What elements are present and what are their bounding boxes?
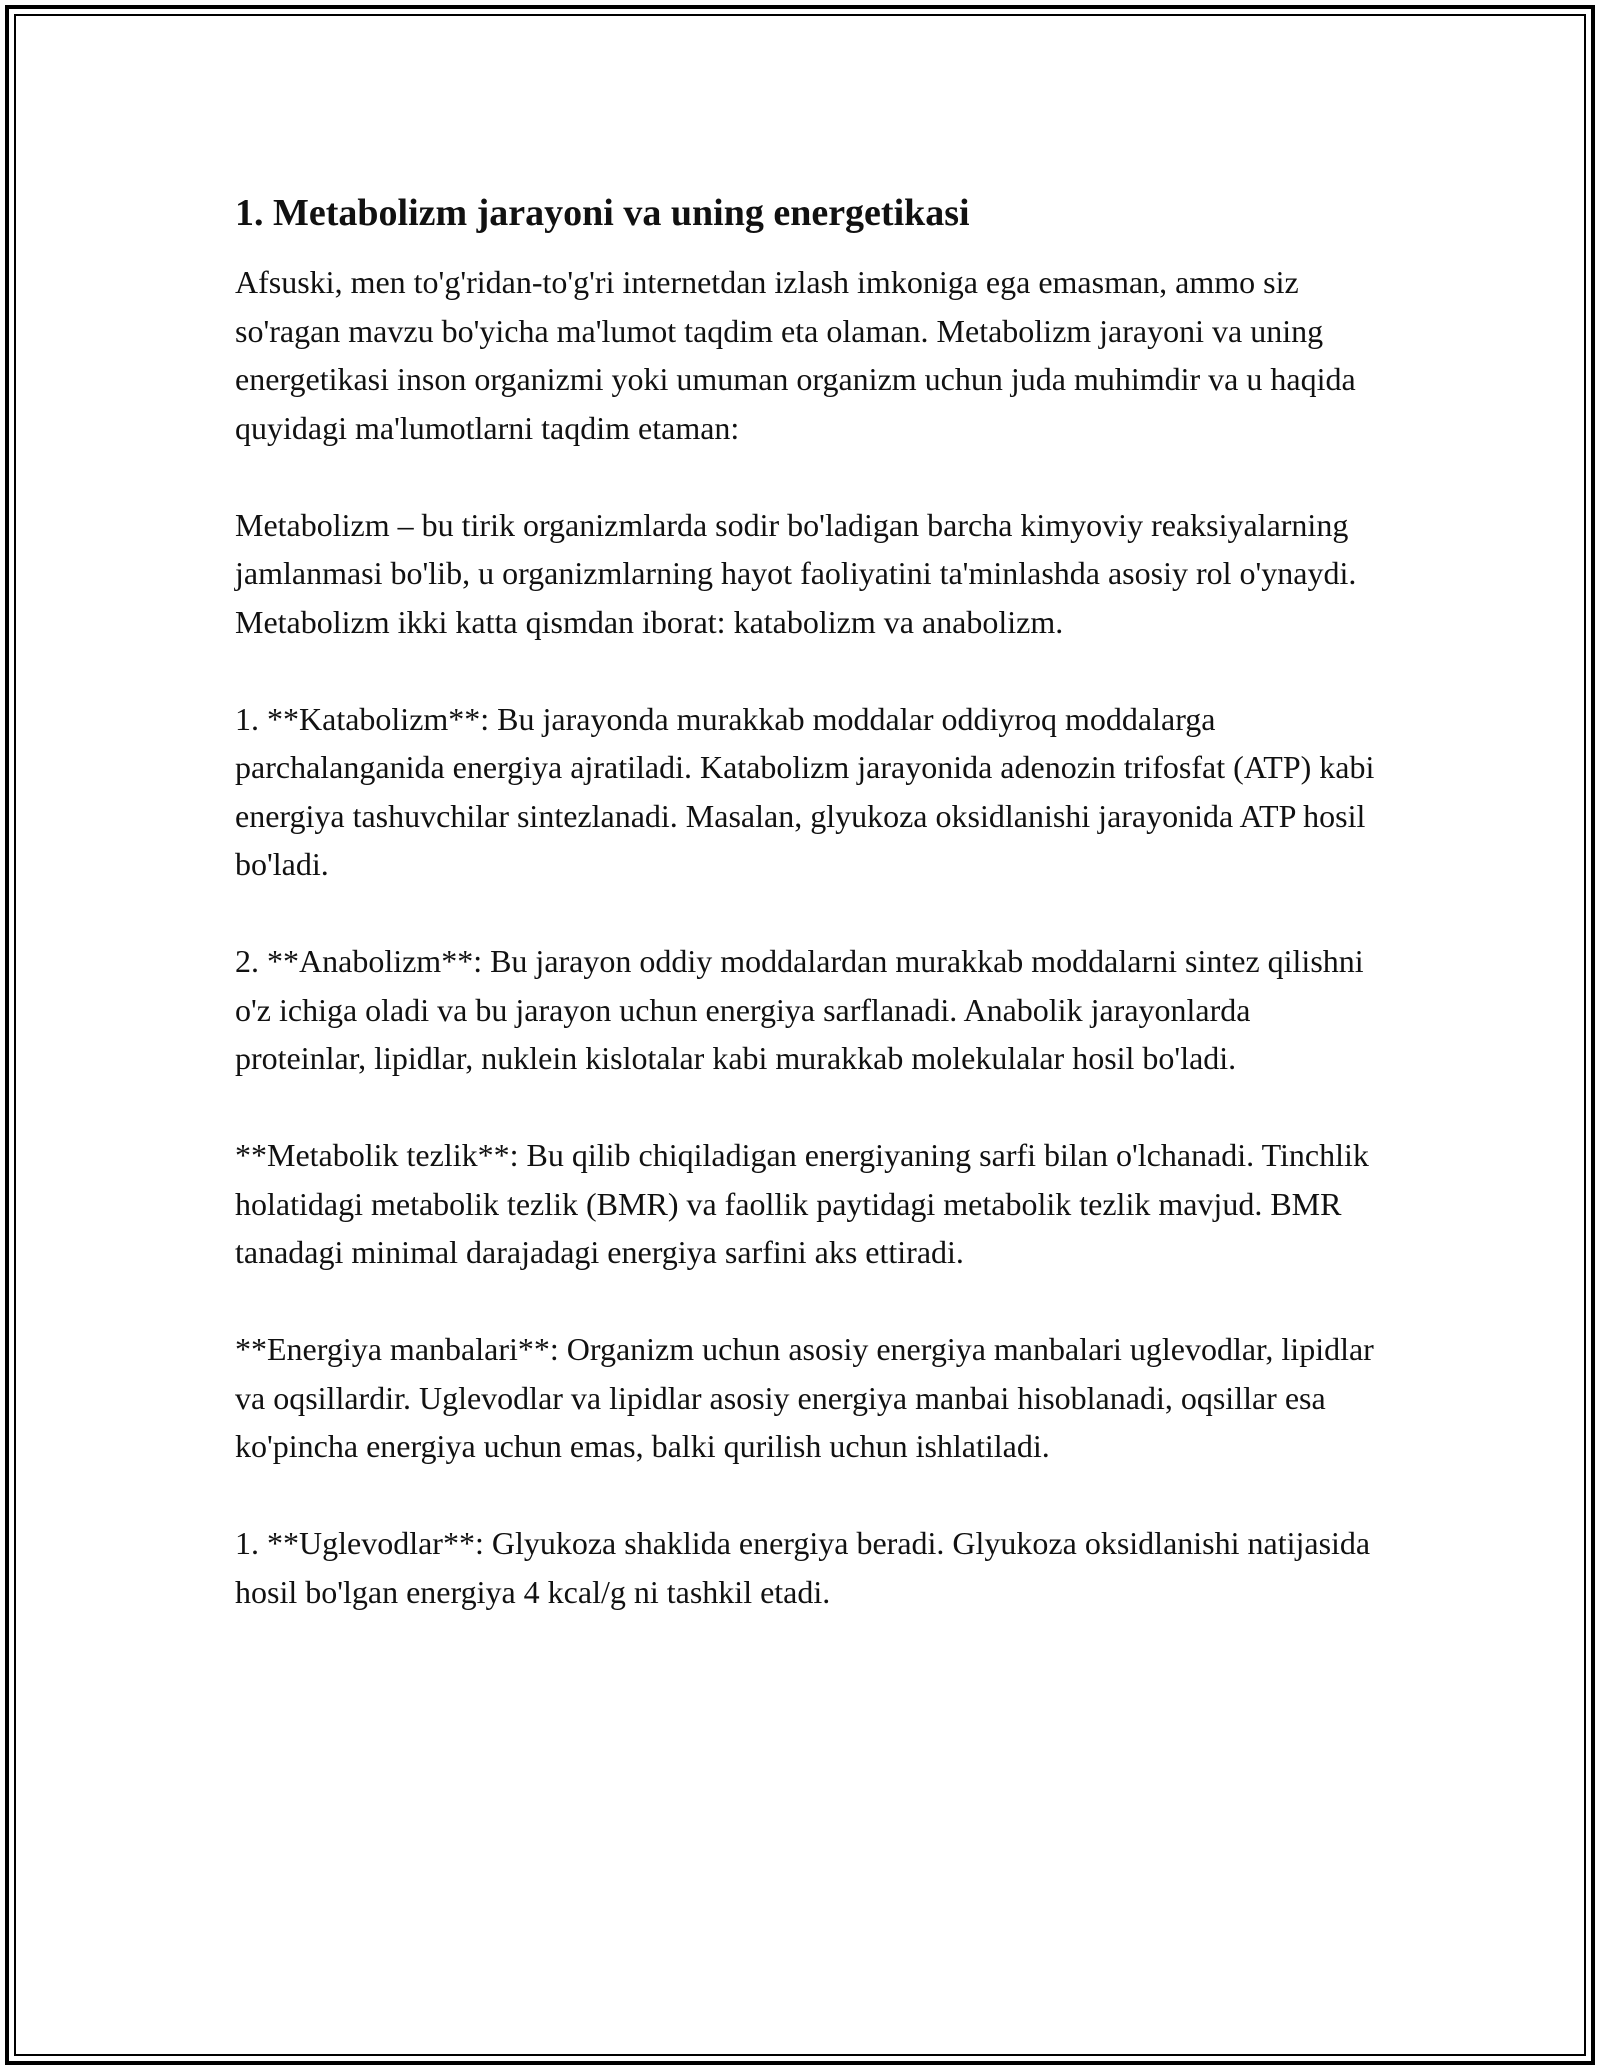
paragraph-carbohydrates: 1. **Uglevodlar**: Glyukoza shaklida energiya beradi. Glyukoza oksidlanishi natijasida hosil bo'lgan energiya 4 kcal/g ni tashkil etadi. bbox=[235, 1525, 1371, 1610]
paragraph-energy-sources: **Energiya manbalari**: Organizm uchun asosiy energiya manbalari uglevodlar, lipidlar va oqsillardir. Uglevodlar va lipidlar asosiy energiya manbai hisoblanadi, oqsillar esa ko'pincha energiya uchun emas, balki qurilish uchun ishlatiladi. bbox=[235, 1331, 1374, 1464]
paragraph-intro: Afsuski, men to'g'ridan-to'g'ri internetdan izlash imkoniga ega emasman, ammo siz so'ragan mavzu bo'yicha ma'lumot taqdim eta olaman. Metabolizm jarayoni va uning energetikasi inson organizmi yoki umuman organizm uchun juda muhimdir va u haqida quyidagi ma'lumotlarni taqdim etaman: bbox=[235, 264, 1356, 446]
paragraph-metabolism-definition: Metabolizm – bu tirik organizmlarda sodir bo'ladigan barcha kimyoviy reaksiyalarning jamlanmasi bo'lib, u organizmlarning hayot faoliyatini ta'minlashda asosiy rol o'ynaydi. Metabolizm ikki katta qismdan iborat: katabolizm va anabolizm. bbox=[235, 506, 1357, 640]
paragraph-metabolic-rate: **Metabolik tezlik**: Bu qilib chiqiladigan energiyaning sarfi bilan o'lchanadi. Tinchlik holatidagi metabolik tezlik (BMR) va faollik paytidagi metabolik tezlik mavjud. BMR tanadagi minimal darajadagi energiya sarfini aks ettiradi. bbox=[235, 1137, 1369, 1270]
document-title: 1. Metabolizm jarayoni va uning energetikasi bbox=[235, 192, 970, 234]
document-page bbox=[235, 188, 1375, 1665]
document-body bbox=[235, 258, 1375, 1616]
paragraph-anabolism: 2. **Anabolizm**: Bu jarayon oddiy moddalardan murakkab moddalarni sintez qilishni o'z ichiga oladi va bu jarayon uchun energiya sarflanadi. Anabolik jarayonlarda proteinlar, lipidlar, nuklein kislotalar kabi murakkab molekulalar hosil bo'ladi. bbox=[235, 943, 1364, 1076]
paragraph-catabolism: 1. **Katabolizm**: Bu jarayonda murakkab moddalar oddiyroq moddalarga parchalanganida energiya ajratiladi. Katabolizm jarayonida adenozin trifosfat (ATP) kabi energiya tashuvchilar sintezlanadi. Masalan, glyukoza oksidlanishi jarayonida ATP hosil bo'ladi. bbox=[235, 700, 1375, 882]
